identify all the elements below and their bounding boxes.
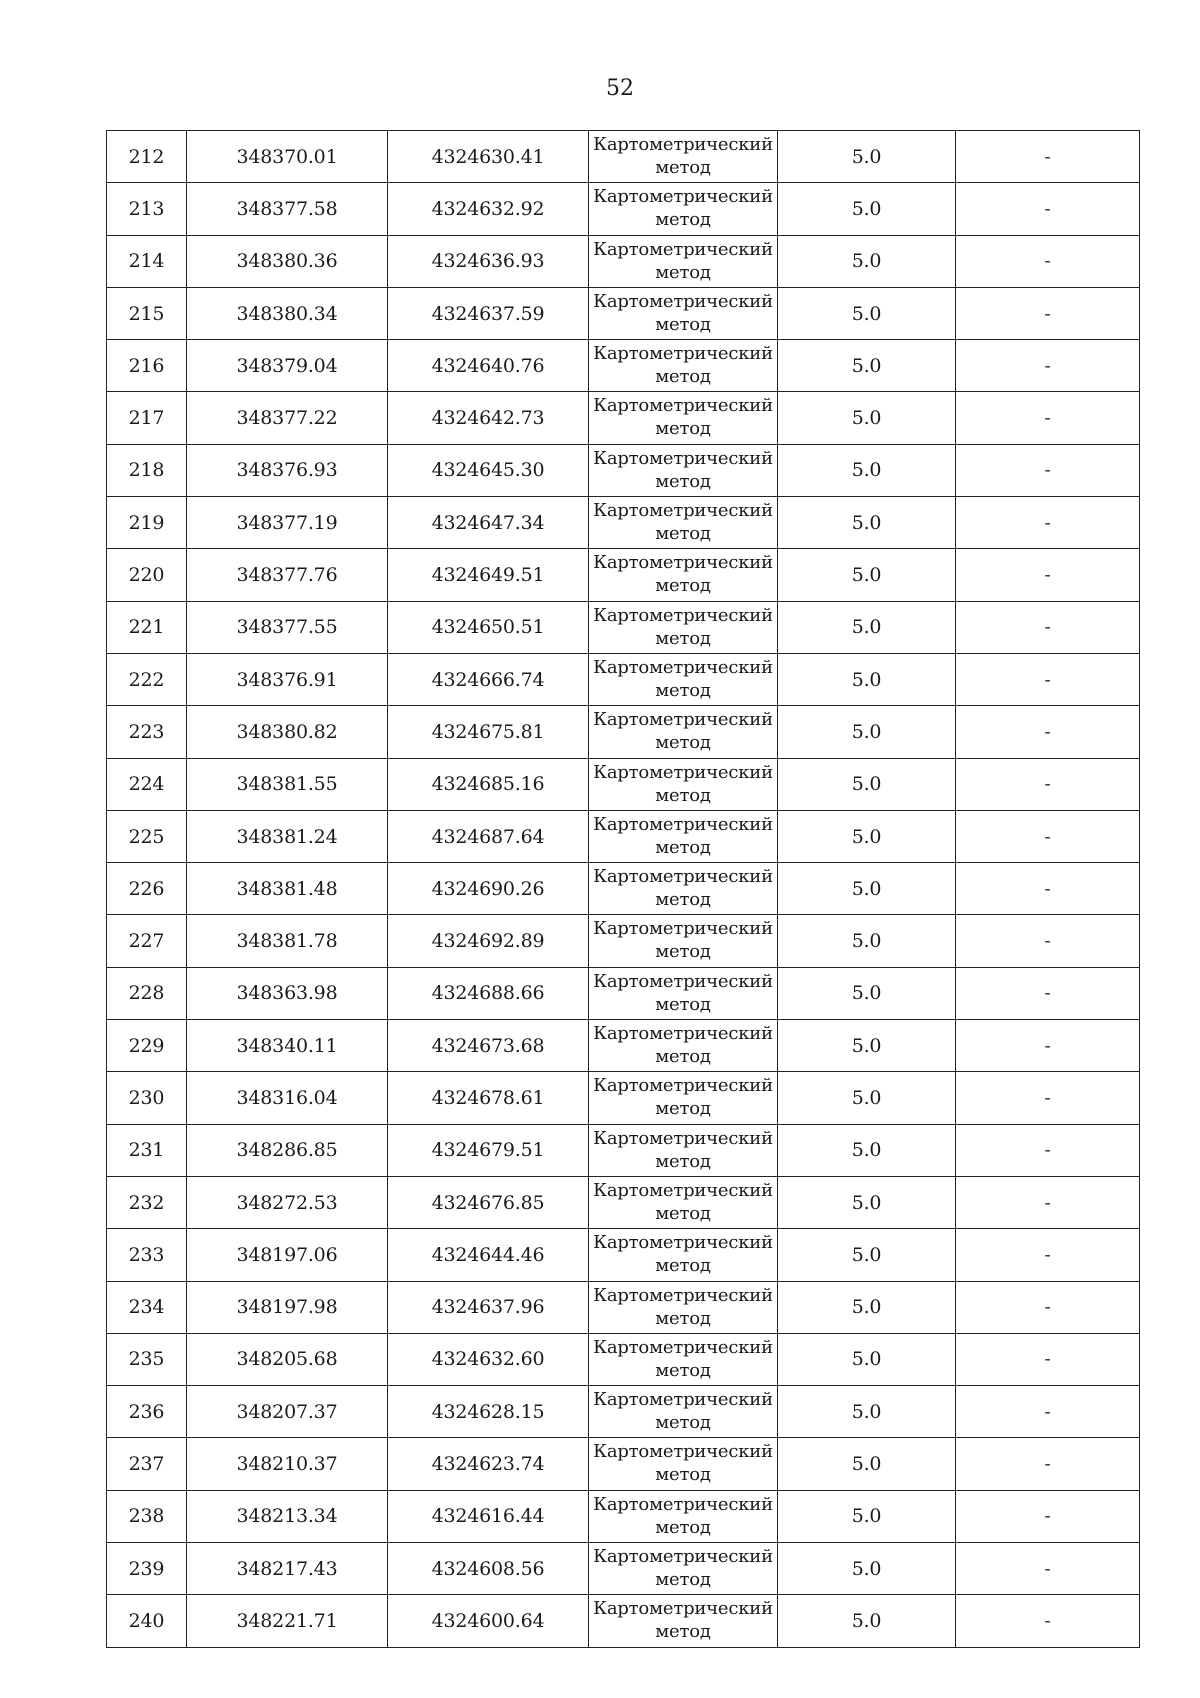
note-cell: - bbox=[956, 1490, 1140, 1542]
method-line-2: метод bbox=[655, 679, 711, 701]
point-number-cell: 227 bbox=[107, 915, 187, 967]
method-cell bbox=[589, 1490, 778, 1542]
method-line-2: метод bbox=[655, 627, 711, 649]
table-row bbox=[107, 1020, 1140, 1072]
method-line-1: Картометрический bbox=[593, 709, 773, 731]
note-cell: - bbox=[956, 1386, 1140, 1438]
point-number-cell: 223 bbox=[107, 706, 187, 758]
note-cell: - bbox=[956, 1281, 1140, 1333]
method-cell bbox=[589, 915, 778, 967]
x-coordinate-cell: 348377.58 bbox=[187, 183, 388, 235]
y-coordinate-cell: 4324636.93 bbox=[388, 235, 589, 287]
table-row bbox=[107, 810, 1140, 862]
note-cell: - bbox=[956, 497, 1140, 549]
method-line-2: метод bbox=[655, 1569, 711, 1591]
accuracy-cell: 5.0 bbox=[778, 810, 956, 862]
method-line-2: метод bbox=[655, 470, 711, 492]
method-line-2: метод bbox=[655, 993, 711, 1015]
table-row bbox=[107, 1281, 1140, 1333]
table-row bbox=[107, 497, 1140, 549]
accuracy-cell: 5.0 bbox=[778, 1543, 956, 1595]
method-cell bbox=[589, 549, 778, 601]
x-coordinate-cell: 348205.68 bbox=[187, 1333, 388, 1385]
point-number-cell: 234 bbox=[107, 1281, 187, 1333]
method-cell bbox=[589, 392, 778, 444]
accuracy-cell: 5.0 bbox=[778, 1020, 956, 1072]
note-cell: - bbox=[956, 392, 1140, 444]
method-cell bbox=[589, 444, 778, 496]
table-row bbox=[107, 549, 1140, 601]
x-coordinate-cell: 348197.98 bbox=[187, 1281, 388, 1333]
point-number-cell: 226 bbox=[107, 863, 187, 915]
point-number-cell: 231 bbox=[107, 1124, 187, 1176]
table-row bbox=[107, 1543, 1140, 1595]
method-line-1: Картометрический bbox=[593, 134, 773, 155]
table-row bbox=[107, 1386, 1140, 1438]
method-line-1: Картометрический bbox=[593, 918, 773, 940]
method-cell bbox=[589, 1386, 778, 1438]
method-cell bbox=[589, 810, 778, 862]
x-coordinate-cell: 348272.53 bbox=[187, 1176, 388, 1228]
note-cell: - bbox=[956, 340, 1140, 392]
point-number-cell: 238 bbox=[107, 1490, 187, 1542]
y-coordinate-cell: 4324673.68 bbox=[388, 1020, 589, 1072]
method-line-1: Картометрический bbox=[593, 290, 773, 312]
point-number-cell: 218 bbox=[107, 444, 187, 496]
note-cell: - bbox=[956, 1595, 1140, 1647]
method-line-1: Картометрический bbox=[593, 1598, 773, 1620]
table-row bbox=[107, 287, 1140, 339]
method-line-2: метод bbox=[655, 1621, 711, 1643]
method-line-2: метод bbox=[655, 575, 711, 597]
note-cell: - bbox=[956, 1543, 1140, 1595]
x-coordinate-cell: 348381.24 bbox=[187, 810, 388, 862]
method-cell bbox=[589, 1229, 778, 1281]
y-coordinate-cell: 4324623.74 bbox=[388, 1438, 589, 1490]
x-coordinate-cell: 348286.85 bbox=[187, 1124, 388, 1176]
accuracy-cell: 5.0 bbox=[778, 444, 956, 496]
method-line-1: Картометрический bbox=[593, 447, 773, 469]
method-line-1: Картометрический bbox=[593, 186, 773, 208]
y-coordinate-cell: 4324637.96 bbox=[388, 1281, 589, 1333]
method-line-1: Картометрический bbox=[593, 1336, 773, 1358]
method-line-1: Картометрический bbox=[593, 1075, 773, 1097]
x-coordinate-cell: 348380.34 bbox=[187, 287, 388, 339]
point-number-cell: 219 bbox=[107, 497, 187, 549]
note-cell: - bbox=[956, 444, 1140, 496]
point-number-cell: 221 bbox=[107, 601, 187, 653]
table-row bbox=[107, 863, 1140, 915]
method-cell bbox=[589, 1438, 778, 1490]
method-cell bbox=[589, 287, 778, 339]
method-cell bbox=[589, 1176, 778, 1228]
point-number-cell: 232 bbox=[107, 1176, 187, 1228]
y-coordinate-cell: 4324600.64 bbox=[388, 1595, 589, 1647]
x-coordinate-cell: 348376.91 bbox=[187, 653, 388, 705]
table-row bbox=[107, 1438, 1140, 1490]
method-line-2: метод bbox=[655, 261, 711, 283]
y-coordinate-cell: 4324687.64 bbox=[388, 810, 589, 862]
method-line-2: метод bbox=[655, 523, 711, 545]
x-coordinate-cell: 348340.11 bbox=[187, 1020, 388, 1072]
method-line-2: метод bbox=[655, 1046, 711, 1068]
method-line-2: метод bbox=[655, 1255, 711, 1277]
y-coordinate-cell: 4324616.44 bbox=[388, 1490, 589, 1542]
point-number-cell: 212 bbox=[107, 131, 187, 183]
method-cell bbox=[589, 967, 778, 1019]
method-line-2: метод bbox=[655, 1359, 711, 1381]
x-coordinate-cell: 348197.06 bbox=[187, 1229, 388, 1281]
method-line-1: Картометрический bbox=[593, 1441, 773, 1463]
table-row bbox=[107, 601, 1140, 653]
method-line-1: Картометрический bbox=[593, 866, 773, 888]
y-coordinate-cell: 4324649.51 bbox=[388, 549, 589, 601]
method-cell bbox=[589, 863, 778, 915]
y-coordinate-cell: 4324608.56 bbox=[388, 1543, 589, 1595]
method-line-1: Картометрический bbox=[593, 395, 773, 417]
x-coordinate-cell: 348381.55 bbox=[187, 758, 388, 810]
x-coordinate-cell: 348316.04 bbox=[187, 1072, 388, 1124]
note-cell: - bbox=[956, 1333, 1140, 1385]
method-cell bbox=[589, 497, 778, 549]
method-cell bbox=[589, 1072, 778, 1124]
method-cell bbox=[589, 131, 778, 183]
method-line-1: Картометрический bbox=[593, 656, 773, 678]
accuracy-cell: 5.0 bbox=[778, 1386, 956, 1438]
point-number-cell: 222 bbox=[107, 653, 187, 705]
table-row bbox=[107, 1124, 1140, 1176]
x-coordinate-cell: 348207.37 bbox=[187, 1386, 388, 1438]
point-number-cell: 225 bbox=[107, 810, 187, 862]
y-coordinate-cell: 4324640.76 bbox=[388, 340, 589, 392]
y-coordinate-cell: 4324676.85 bbox=[388, 1176, 589, 1228]
accuracy-cell: 5.0 bbox=[778, 653, 956, 705]
x-coordinate-cell: 348377.22 bbox=[187, 392, 388, 444]
x-coordinate-cell: 348381.78 bbox=[187, 915, 388, 967]
method-line-1: Картометрический bbox=[593, 1284, 773, 1306]
y-coordinate-cell: 4324679.51 bbox=[388, 1124, 589, 1176]
method-line-1: Картометрический bbox=[593, 1546, 773, 1568]
accuracy-cell: 5.0 bbox=[778, 967, 956, 1019]
note-cell: - bbox=[956, 183, 1140, 235]
method-line-1: Картометрический bbox=[593, 970, 773, 992]
method-line-2: метод bbox=[655, 1412, 711, 1434]
y-coordinate-cell: 4324688.66 bbox=[388, 967, 589, 1019]
table-row bbox=[107, 1595, 1140, 1647]
x-coordinate-cell: 348213.34 bbox=[187, 1490, 388, 1542]
method-line-2: метод bbox=[655, 418, 711, 440]
note-cell: - bbox=[956, 758, 1140, 810]
coordinates-table bbox=[106, 130, 1140, 1648]
point-number-cell: 239 bbox=[107, 1543, 187, 1595]
method-line-2: метод bbox=[655, 157, 711, 178]
y-coordinate-cell: 4324628.15 bbox=[388, 1386, 589, 1438]
accuracy-cell: 5.0 bbox=[778, 287, 956, 339]
note-cell: - bbox=[956, 863, 1140, 915]
accuracy-cell: 5.0 bbox=[778, 1490, 956, 1542]
x-coordinate-cell: 348379.04 bbox=[187, 340, 388, 392]
accuracy-cell: 5.0 bbox=[778, 235, 956, 287]
accuracy-cell: 5.0 bbox=[778, 497, 956, 549]
x-coordinate-cell: 348376.93 bbox=[187, 444, 388, 496]
note-cell: - bbox=[956, 810, 1140, 862]
table-row bbox=[107, 1490, 1140, 1542]
method-line-2: метод bbox=[655, 784, 711, 806]
method-line-2: метод bbox=[655, 1202, 711, 1224]
method-cell bbox=[589, 1020, 778, 1072]
note-cell: - bbox=[956, 1176, 1140, 1228]
note-cell: - bbox=[956, 1020, 1140, 1072]
method-line-1: Картометрический bbox=[593, 552, 773, 574]
y-coordinate-cell: 4324650.51 bbox=[388, 601, 589, 653]
method-line-2: метод bbox=[655, 836, 711, 858]
method-line-2: метод bbox=[655, 313, 711, 335]
method-line-1: Картометрический bbox=[593, 1127, 773, 1149]
accuracy-cell: 5.0 bbox=[778, 1281, 956, 1333]
accuracy-cell: 5.0 bbox=[778, 601, 956, 653]
method-line-2: метод bbox=[655, 732, 711, 754]
method-cell bbox=[589, 1543, 778, 1595]
y-coordinate-cell: 4324630.41 bbox=[388, 131, 589, 183]
point-number-cell: 220 bbox=[107, 549, 187, 601]
point-number-cell: 213 bbox=[107, 183, 187, 235]
method-line-1: Картометрический bbox=[593, 238, 773, 260]
coordinates-table-body bbox=[107, 131, 1140, 1648]
y-coordinate-cell: 4324644.46 bbox=[388, 1229, 589, 1281]
table-row bbox=[107, 1229, 1140, 1281]
table-row bbox=[107, 1072, 1140, 1124]
point-number-cell: 216 bbox=[107, 340, 187, 392]
accuracy-cell: 5.0 bbox=[778, 1124, 956, 1176]
method-cell bbox=[589, 601, 778, 653]
point-number-cell: 229 bbox=[107, 1020, 187, 1072]
y-coordinate-cell: 4324692.89 bbox=[388, 915, 589, 967]
accuracy-cell: 5.0 bbox=[778, 1072, 956, 1124]
method-cell bbox=[589, 653, 778, 705]
method-line-2: метод bbox=[655, 889, 711, 911]
point-number-cell: 215 bbox=[107, 287, 187, 339]
method-line-2: метод bbox=[655, 1150, 711, 1172]
method-line-1: Картометрический bbox=[593, 604, 773, 626]
method-line-1: Картометрический bbox=[593, 1179, 773, 1201]
table-row bbox=[107, 340, 1140, 392]
method-cell bbox=[589, 1124, 778, 1176]
table-row bbox=[107, 392, 1140, 444]
point-number-cell: 235 bbox=[107, 1333, 187, 1385]
x-coordinate-cell: 348363.98 bbox=[187, 967, 388, 1019]
note-cell: - bbox=[956, 653, 1140, 705]
method-cell bbox=[589, 706, 778, 758]
point-number-cell: 214 bbox=[107, 235, 187, 287]
table-row bbox=[107, 915, 1140, 967]
method-line-1: Картометрический bbox=[593, 500, 773, 522]
y-coordinate-cell: 4324685.16 bbox=[388, 758, 589, 810]
y-coordinate-cell: 4324690.26 bbox=[388, 863, 589, 915]
table-row bbox=[107, 444, 1140, 496]
method-line-2: метод bbox=[655, 1307, 711, 1329]
accuracy-cell: 5.0 bbox=[778, 1229, 956, 1281]
table-row bbox=[107, 758, 1140, 810]
y-coordinate-cell: 4324678.61 bbox=[388, 1072, 589, 1124]
method-cell bbox=[589, 183, 778, 235]
x-coordinate-cell: 348377.19 bbox=[187, 497, 388, 549]
x-coordinate-cell: 348380.82 bbox=[187, 706, 388, 758]
accuracy-cell: 5.0 bbox=[778, 863, 956, 915]
method-cell bbox=[589, 758, 778, 810]
method-line-2: метод bbox=[655, 1098, 711, 1120]
method-line-2: метод bbox=[655, 366, 711, 388]
note-cell: - bbox=[956, 235, 1140, 287]
x-coordinate-cell: 348210.37 bbox=[187, 1438, 388, 1490]
point-number-cell: 237 bbox=[107, 1438, 187, 1490]
table-row bbox=[107, 1333, 1140, 1385]
x-coordinate-cell: 348217.43 bbox=[187, 1543, 388, 1595]
note-cell: - bbox=[956, 549, 1140, 601]
method-line-1: Картометрический bbox=[593, 813, 773, 835]
note-cell: - bbox=[956, 287, 1140, 339]
method-cell bbox=[589, 1333, 778, 1385]
method-line-1: Картометрический bbox=[593, 1023, 773, 1045]
method-line-1: Картометрический bbox=[593, 1232, 773, 1254]
accuracy-cell: 5.0 bbox=[778, 1438, 956, 1490]
accuracy-cell: 5.0 bbox=[778, 1595, 956, 1647]
accuracy-cell: 5.0 bbox=[778, 340, 956, 392]
point-number-cell: 233 bbox=[107, 1229, 187, 1281]
point-number-cell: 236 bbox=[107, 1386, 187, 1438]
y-coordinate-cell: 4324666.74 bbox=[388, 653, 589, 705]
y-coordinate-cell: 4324642.73 bbox=[388, 392, 589, 444]
x-coordinate-cell: 348381.48 bbox=[187, 863, 388, 915]
point-number-cell: 240 bbox=[107, 1595, 187, 1647]
y-coordinate-cell: 4324675.81 bbox=[388, 706, 589, 758]
method-line-2: метод bbox=[655, 209, 711, 231]
accuracy-cell: 5.0 bbox=[778, 706, 956, 758]
page-number: 52 bbox=[606, 76, 634, 101]
accuracy-cell: 5.0 bbox=[778, 1333, 956, 1385]
method-line-2: метод bbox=[655, 1464, 711, 1486]
point-number-cell: 217 bbox=[107, 392, 187, 444]
note-cell: - bbox=[956, 601, 1140, 653]
note-cell: - bbox=[956, 1124, 1140, 1176]
note-cell: - bbox=[956, 1229, 1140, 1281]
note-cell: - bbox=[956, 967, 1140, 1019]
accuracy-cell: 5.0 bbox=[778, 915, 956, 967]
y-coordinate-cell: 4324647.34 bbox=[388, 497, 589, 549]
accuracy-cell: 5.0 bbox=[778, 183, 956, 235]
x-coordinate-cell: 348377.55 bbox=[187, 601, 388, 653]
table-row bbox=[107, 653, 1140, 705]
y-coordinate-cell: 4324632.92 bbox=[388, 183, 589, 235]
method-line-1: Картометрический bbox=[593, 1389, 773, 1411]
method-line-1: Картометрический bbox=[593, 343, 773, 365]
x-coordinate-cell: 348370.01 bbox=[187, 131, 388, 183]
method-line-2: метод bbox=[655, 941, 711, 963]
point-number-cell: 230 bbox=[107, 1072, 187, 1124]
note-cell: - bbox=[956, 131, 1140, 183]
note-cell: - bbox=[956, 1438, 1140, 1490]
note-cell: - bbox=[956, 915, 1140, 967]
method-line-2: метод bbox=[655, 1516, 711, 1538]
note-cell: - bbox=[956, 706, 1140, 758]
accuracy-cell: 5.0 bbox=[778, 549, 956, 601]
y-coordinate-cell: 4324645.30 bbox=[388, 444, 589, 496]
table-row bbox=[107, 706, 1140, 758]
y-coordinate-cell: 4324632.60 bbox=[388, 1333, 589, 1385]
method-cell bbox=[589, 235, 778, 287]
accuracy-cell: 5.0 bbox=[778, 758, 956, 810]
note-cell: - bbox=[956, 1072, 1140, 1124]
table-row bbox=[107, 967, 1140, 1019]
table-row bbox=[107, 183, 1140, 235]
method-line-1: Картометрический bbox=[593, 1493, 773, 1515]
method-cell bbox=[589, 1281, 778, 1333]
point-number-cell: 224 bbox=[107, 758, 187, 810]
method-cell bbox=[589, 1595, 778, 1647]
table-row bbox=[107, 131, 1140, 183]
method-cell bbox=[589, 340, 778, 392]
x-coordinate-cell: 348221.71 bbox=[187, 1595, 388, 1647]
accuracy-cell: 5.0 bbox=[778, 1176, 956, 1228]
x-coordinate-cell: 348377.76 bbox=[187, 549, 388, 601]
point-number-cell: 228 bbox=[107, 967, 187, 1019]
table-row bbox=[107, 235, 1140, 287]
x-coordinate-cell: 348380.36 bbox=[187, 235, 388, 287]
accuracy-cell: 5.0 bbox=[778, 131, 956, 183]
method-line-1: Картометрический bbox=[593, 761, 773, 783]
accuracy-cell: 5.0 bbox=[778, 392, 956, 444]
y-coordinate-cell: 4324637.59 bbox=[388, 287, 589, 339]
table-row bbox=[107, 1176, 1140, 1228]
